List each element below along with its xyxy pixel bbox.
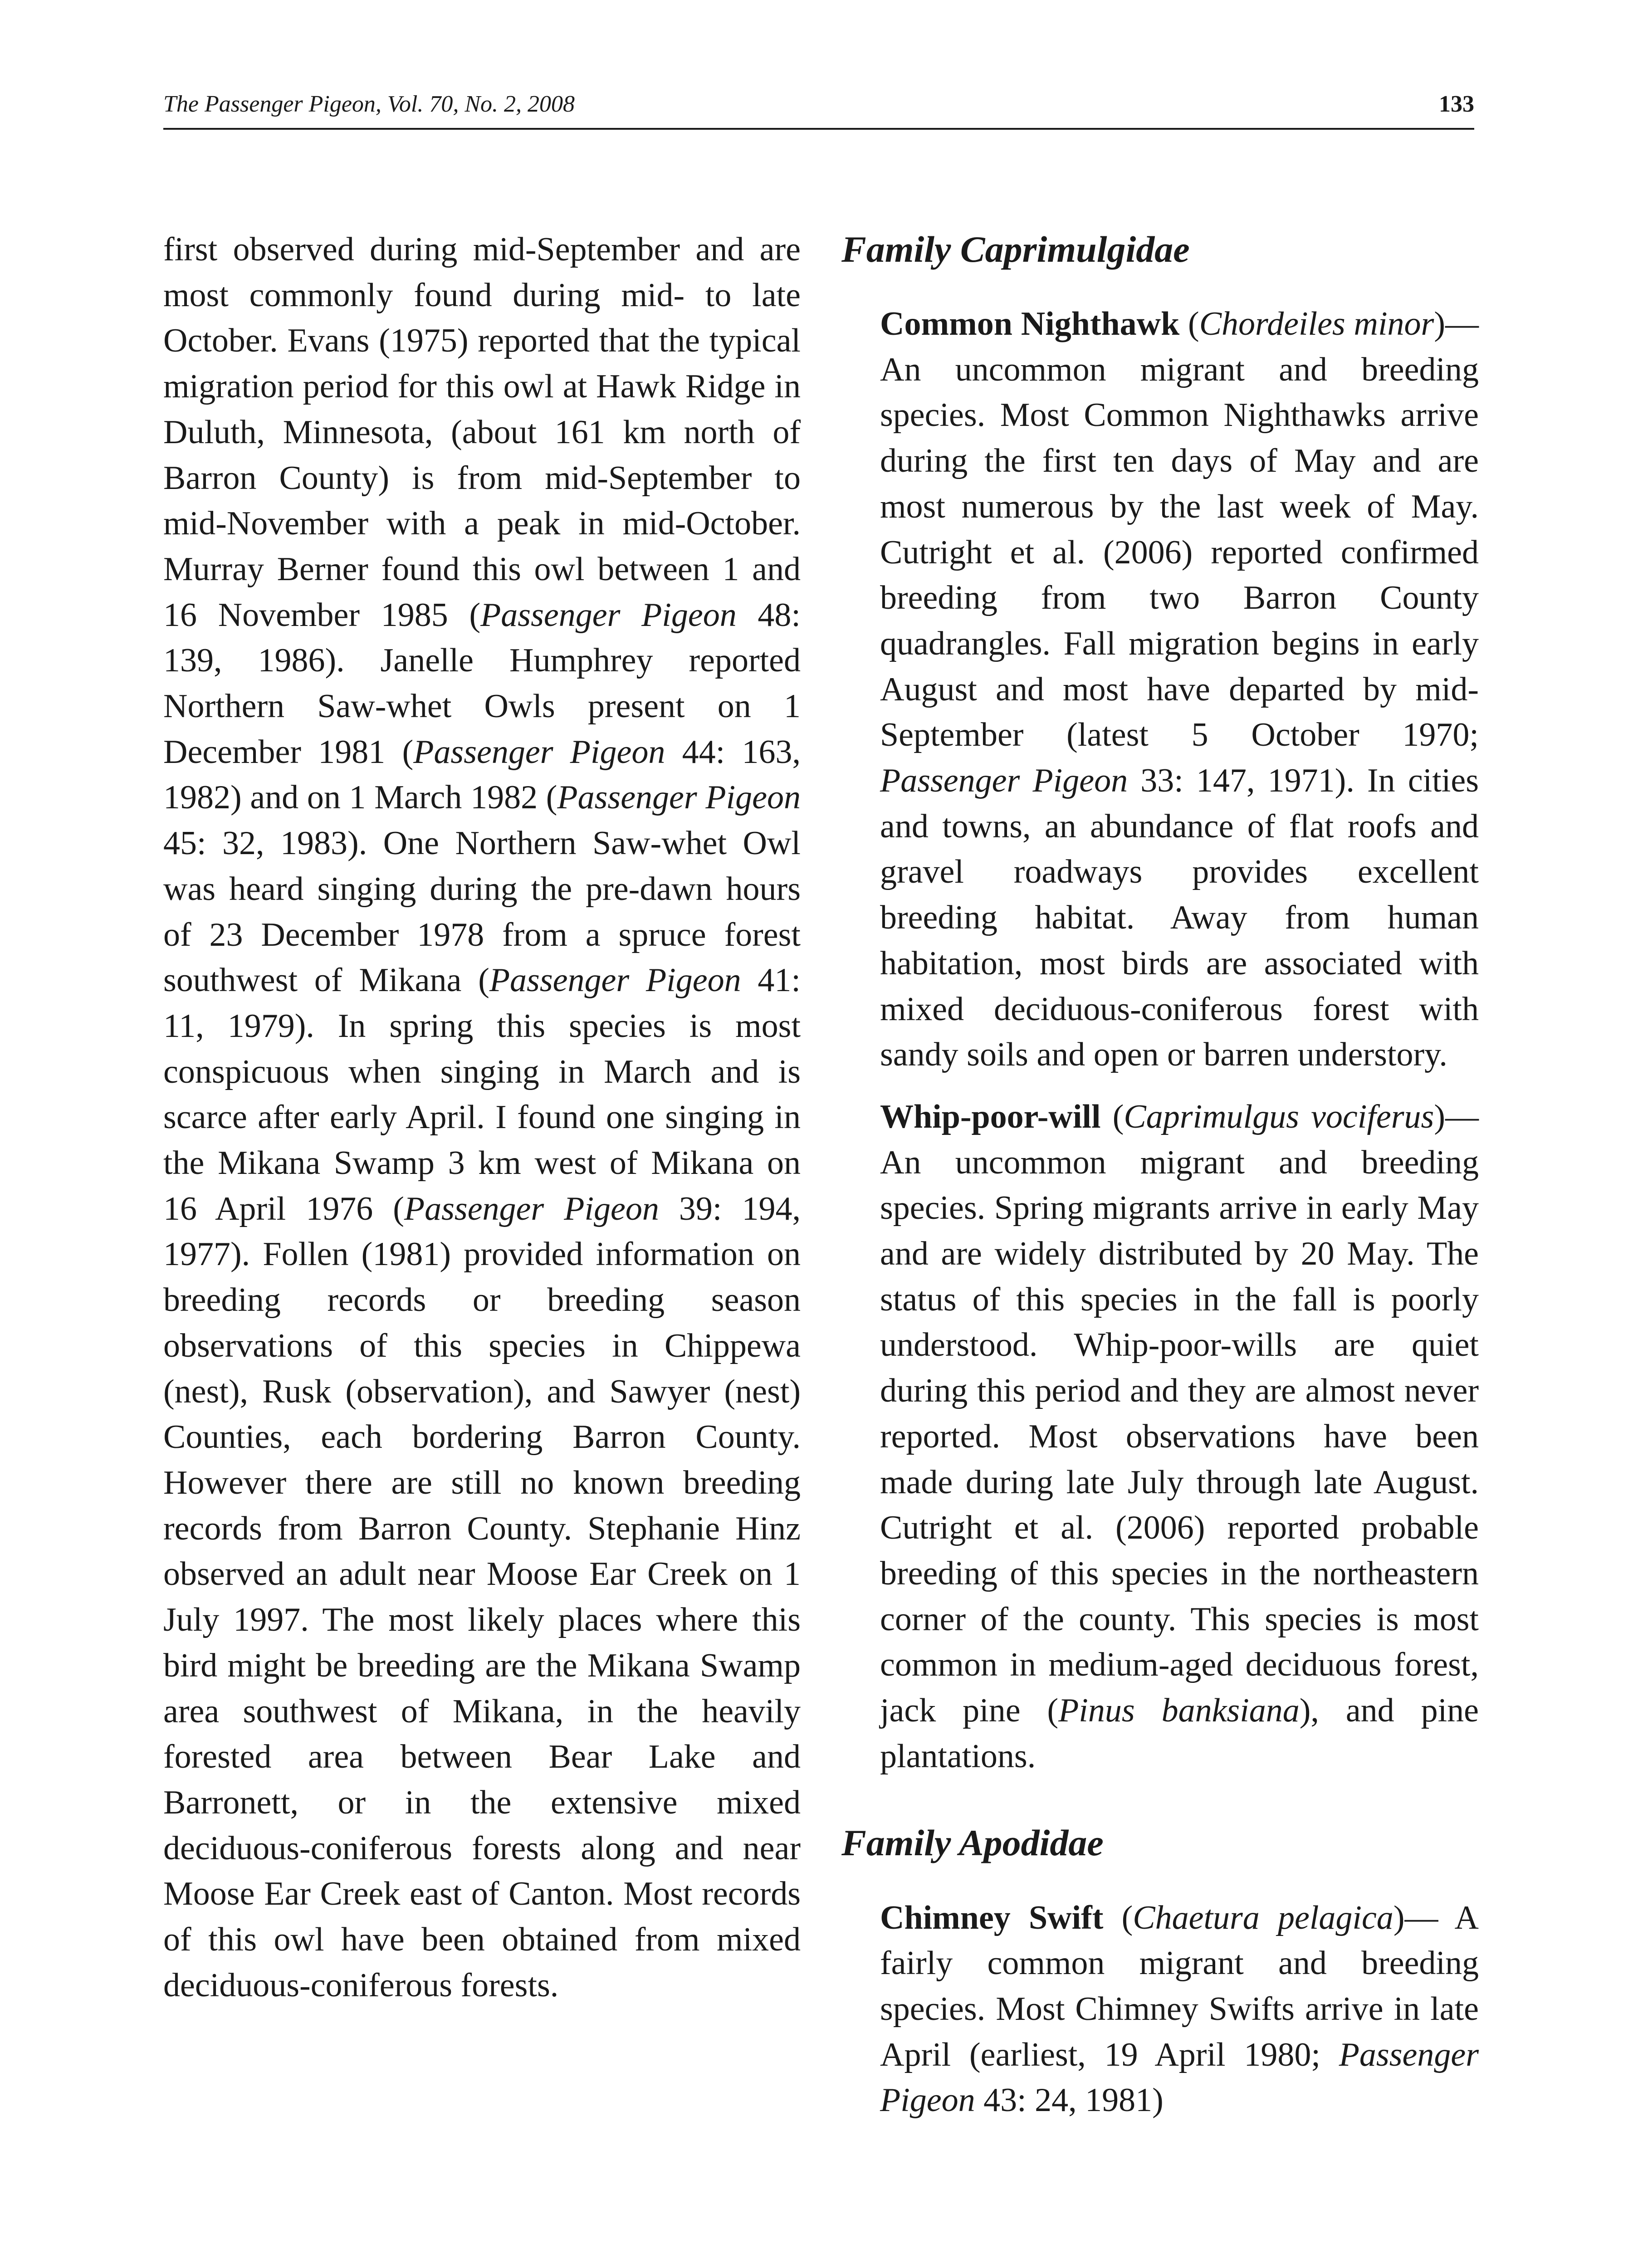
- text-run: 39: 194, 1977). Follen (1981) provided information on breeding records or breeding season observations of this species in Chippewa (nest), Rusk (observation), and Sawyer (nest) Counties, each bordering Barron County. However there are still no known breeding records from Barron County. Stephanie Hinz observed an adult near Moose Ear Creek on 1 July 1997. The most likely places where this bird might be breeding are the Mikana Swamp area southwest of Mikana, in the heavily forested area between Bear Lake and Barronett, or in the extensive mixed deciduous-coniferous forests along and near Moose Ear Creek east of Canton. Most records of this owl have been obtained from mixed deciduous-coniferous forests.: [163, 1190, 801, 2004]
- text-run: )—An uncommon migrant and breeding species. Spring migrants arrive in early May and are widely distributed by 20 May. The status of this species in the fall is poorly understood. Whip-poor-wills are quiet during this period and they are almost never reported. Most observations have been made during late July through late August. Cutright et al. (2006) reported probable breeding of this species in the northeastern corner of the county. This species is most common in medium-aged deciduous forest, jack pine (: [880, 1098, 1479, 1730]
- text-run: 48: 139, 1986). Janelle Humphrey reported Northern Saw-whet Owls present on 1 December 1981 (: [163, 596, 801, 771]
- journal-citation: Passenger Pigeon: [489, 962, 741, 999]
- text-run: (: [1179, 305, 1199, 342]
- owl-paragraph: [163, 227, 801, 2008]
- text-run: (: [1103, 1899, 1133, 1936]
- journal-citation: Passenger Pigeon: [880, 2036, 1479, 2119]
- running-title: The Passenger Pigeon, Vol. 70, No. 2, 2008: [163, 91, 575, 117]
- scientific-name: Pinus banksiana: [1058, 1692, 1300, 1730]
- scientific-name: Caprimulgus vociferus: [1124, 1098, 1434, 1135]
- text-run: 33: 147, 1971). In cities and towns, an abundance of flat roofs and gravel roadways provides excellent breeding habitat. Away from human habitation, most birds are associated with mixed deciduous-coniferous forest with sandy soils and open or barren understory.: [880, 762, 1479, 1074]
- journal-citation: Passenger Pigeon: [557, 779, 801, 816]
- journal-citation: Passenger Pigeon: [480, 596, 737, 634]
- scientific-name: Chaetura pelagica: [1133, 1899, 1393, 1936]
- right-column: [841, 227, 1479, 2123]
- text-run: 43: 24, 1981): [975, 2082, 1164, 2119]
- journal-citation: Passenger Pigeon: [880, 762, 1128, 800]
- family-heading-caprimulgidae: Family Caprimulgidae: [841, 229, 1190, 270]
- species-entry-common-nighthawk: [841, 301, 1479, 1078]
- species-name: Common Nighthawk: [880, 305, 1180, 342]
- journal-citation: Passenger Pigeon: [413, 733, 665, 771]
- text-run: 44: 163, 1982) and on 1 March 1982 (: [163, 733, 801, 816]
- text-run: )—An uncommon migrant and breeding species. Most Common Nighthawks arrive during the first ten days of May and are most numerous by the last week of May. Cutright et al. (2006) reported confirmed breeding from two Barron County quadrangles. Fall migration begins in early August and most have departed by mid-September (latest 5 October 1970;: [880, 305, 1479, 754]
- scientific-name: Chordeiles minor: [1199, 305, 1434, 342]
- text-run: (: [1100, 1098, 1124, 1135]
- text-run: 41: 11, 1979). In spring this species is most conspicuous when singing in March and is scarce after early April. I found one singing in the Mikana Swamp 3 km west of Mikana on 16 April 1976 (: [163, 962, 801, 1227]
- text-run: first observed during mid-September and are most commonly found during mid- to late October. Evans (1975) reported that the typical migration period for this owl at Hawk Ridge in Duluth, Minnesota, (about 161 km north of Barron County) is from mid-September to mid-November with a peak in mid-October. Murray Berner found this owl between 1 and 16 November 1985 (: [163, 231, 801, 634]
- left-column: [163, 227, 801, 2008]
- journal-citation: Passenger Pigeon: [404, 1190, 659, 1227]
- page-number: 133: [1439, 91, 1474, 117]
- text-run: ), and pine plantations.: [880, 1692, 1479, 1775]
- running-head: [163, 86, 1474, 130]
- species-name: Chimney Swift: [880, 1899, 1104, 1936]
- text-run: 45: 32, 1983). One Northern Saw-whet Owl was heard singing during the pre-dawn hours of 23 December 1978 from a spruce forest southwest of Mikana (: [163, 825, 801, 999]
- species-name: Whip-poor-will: [880, 1098, 1101, 1135]
- species-entry-chimney-swift: [841, 1895, 1479, 2124]
- species-entry-whip-poor-will: [841, 1094, 1479, 1779]
- family-heading-apodidae: Family Apodidae: [841, 1822, 1104, 1863]
- text-run: )— A fairly common migrant and breeding species. Most Chimney Swifts arrive in late April (earliest, 19 April 1980;: [880, 1899, 1479, 2073]
